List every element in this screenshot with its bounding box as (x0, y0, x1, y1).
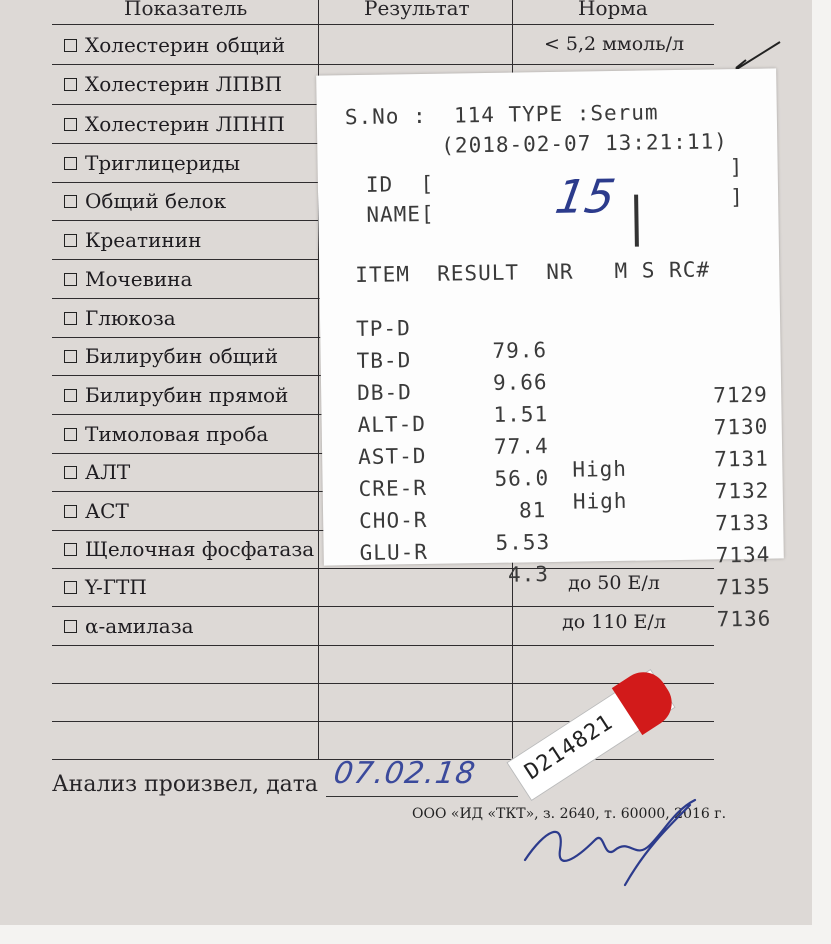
header-indicator: Показатель (124, 0, 248, 20)
checkbox-icon[interactable] (64, 312, 77, 325)
row-label-triglycerides: Триглицериды (64, 151, 240, 175)
printer-info: ООО «ИД «ТКТ», з. 2640, т. 60000, 2016 г. (412, 806, 727, 822)
checkbox-icon[interactable] (64, 234, 77, 247)
receipt-row: GLU-R 4.3 7136 (359, 539, 772, 632)
row-label-alkaline-phosphatase: Щелочная фосфатаза (64, 537, 314, 561)
row-label-cholesterol-total: Холестерин общий (64, 33, 285, 57)
checkbox-icon[interactable] (64, 505, 77, 518)
checkbox-icon[interactable] (64, 195, 77, 208)
receipt-row: TP-D 79.6 7129 (355, 316, 769, 408)
receipt-name-label: NAME[ (366, 201, 435, 227)
checkbox-icon[interactable] (64, 273, 77, 286)
row-label-alt: АЛТ (64, 460, 130, 484)
handwritten-sample-number: 15 (551, 168, 619, 224)
row-line (52, 64, 714, 65)
row-label-thymol-test: Тимоловая проба (64, 422, 268, 446)
row-line (52, 24, 714, 25)
receipt-id-close: ] (729, 154, 744, 180)
header-norm: Норма (578, 0, 648, 20)
checkbox-icon[interactable] (64, 620, 77, 633)
receipt-row: CRE-R 81 7134 (358, 475, 771, 568)
row-label-glucose: Глюкоза (64, 306, 176, 330)
receipt-id-label: ID [ (365, 171, 435, 197)
row-label-total-protein: Общий белок (64, 189, 226, 213)
receipt-datetime: (2018-02-07 13:21:11) (441, 129, 728, 158)
row-label-bilirubin-total: Билирубин общий (64, 344, 278, 368)
norm-amylase: до 110 Е/л (562, 611, 666, 633)
checkbox-icon[interactable] (64, 428, 77, 441)
checkbox-icon[interactable] (64, 543, 77, 556)
checkbox-icon[interactable] (64, 157, 77, 170)
row-label-cholesterol-ldl: Холестерин ЛПНП (64, 112, 285, 136)
analysis-performed-label: Анализ произвел, дата (52, 772, 319, 797)
checkbox-icon[interactable] (64, 389, 77, 402)
row-label-ggt: Y-ГТП (64, 575, 147, 599)
norm-ggt: до 50 Е/л (568, 572, 660, 594)
norm-cholesterol-total: < 5,2 ммоль/л (543, 33, 685, 55)
header-result: Результат (364, 0, 470, 20)
checkbox-icon[interactable] (64, 39, 77, 52)
receipt-row: CHO-R 5.53 7135 (358, 507, 772, 600)
handwritten-stroke (634, 195, 639, 247)
checkbox-icon[interactable] (64, 118, 77, 131)
receipt-row: AST-D 56.0 High 7133 (357, 443, 771, 536)
receipt-row: DB-D 1.51 7131 (356, 380, 770, 472)
row-label-bilirubin-direct: Билирубин прямой (64, 383, 288, 407)
row-label-ast: АСТ (64, 499, 129, 523)
date-underline (326, 796, 518, 797)
checkbox-icon[interactable] (64, 466, 77, 479)
sticker-code: D214821 (520, 709, 618, 786)
handwritten-date: 07.02.18 (331, 756, 479, 791)
checkbox-icon[interactable] (64, 581, 77, 594)
checkbox-icon[interactable] (64, 350, 77, 363)
receipt-serial-type: S.No : 114 TYPE :Serum (344, 100, 659, 130)
checkbox-icon[interactable] (64, 78, 77, 91)
row-label-cholesterol-hdl: Холестерин ЛПВП (64, 72, 282, 96)
receipt-columns-header: ITEM RESULT NR M S RC# (355, 257, 711, 288)
receipt-name-close: ] (729, 184, 744, 210)
row-label-amylase: α-амилаза (64, 614, 194, 638)
row-label-urea: Мочевина (64, 267, 192, 291)
signature-icon (505, 790, 715, 890)
row-line (52, 683, 714, 684)
receipt-row: ALT-D 77.4 High 7132 (357, 411, 770, 504)
receipt-row: TB-D 9.66 7130 (356, 348, 769, 440)
row-label-creatinine: Креатинин (64, 228, 201, 252)
